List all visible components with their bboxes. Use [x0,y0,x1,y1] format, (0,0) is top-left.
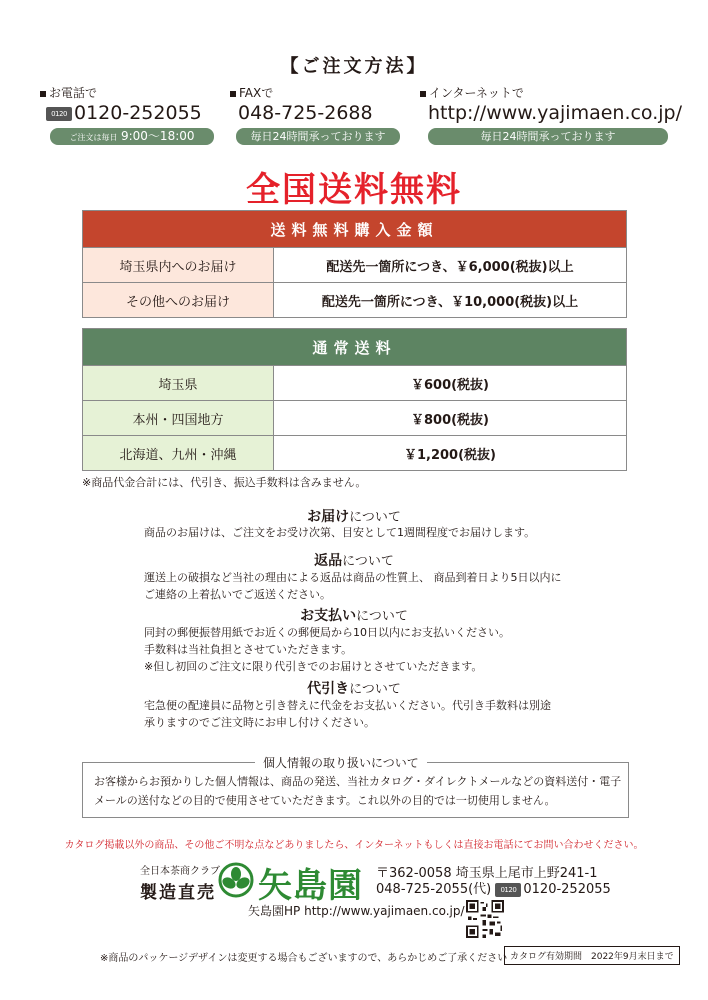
phone-number[interactable]: 0120 0120-252055 [46,102,202,124]
fee-cell: ￥600(税抜) [274,366,627,401]
tea-leaf-logo-icon [218,862,254,898]
free-dial-icon: 0120 [46,107,72,121]
returns-heading: 返品について [314,553,394,569]
payment-text: 同封の郵便振替用紙でお近くの郵便局から10日以内にお支払いください。 手数料は当社負担とさせていただきます。 ※但し初回のご注文に限り代引きでのお届けとさせていただきます。 [144,626,510,673]
delivery-heading: お届けについて [307,509,401,525]
bullet-square-icon [230,91,236,97]
payment-heading: お支払いについて [300,608,408,624]
free-shipping-title: 全国送料無料 [246,170,462,210]
normal-shipping-header: 通常送料 [83,329,627,366]
table-row [83,366,627,401]
phone-hours-badge: ご注文は毎日 9:00〜18:00 [50,128,214,145]
inquiry-note: カタログ掲載以外の商品、その他ご不明な点などありましたら、インターネットもしくは直接お電話にてお問い合わせください。 [64,840,644,851]
catalog-validity-badge: カタログ有効期間 2022年9月末日まで [504,946,680,965]
cod-heading: 代引きについて [307,681,401,697]
table-row [83,401,627,436]
table-header-row [83,329,627,366]
internet-hours-badge: 毎日24時間承っております [428,128,668,145]
fax-hours-badge: 毎日24時間承っております [236,128,400,145]
table-row [83,436,627,471]
order-method-title: 【ご注文方法】 [280,56,428,77]
fee-cell: ￥1,200(税抜) [274,436,627,471]
homepage-line[interactable]: 矢島園HP http://www.yajimaen.co.jp/ [248,904,465,918]
table-row [83,283,627,318]
free-shipping-header: 送料無料購入金額 [83,211,627,248]
condition-cell: 配送先一箇所につき、￥6,000(税抜)以上 [274,248,627,283]
area-cell: 北海道、九州・沖縄 [83,436,274,471]
table-header-row [83,211,627,248]
privacy-title: 個人情報の取り扱いについて [255,754,427,771]
direct-sales-label: 製造直売 [140,883,216,903]
package-design-note: ※商品のパッケージデザインは変更する場合もございますので、あらかじめご了承ください [100,953,508,964]
bullet-square-icon [40,91,46,97]
bullet-square-icon [420,91,426,97]
cod-text: 宅急便の配達員に品物と引き替えに代金をお支払いください。代引き手数料は別途 承りますのでご注文時にお申し付けください。 [144,699,551,729]
phone-label: お電話で [40,84,97,101]
fee-cell: ￥800(税抜) [274,401,627,436]
returns-text: 運送上の破損など当社の理由による返品は商品の性質上、 商品到着日より5日以内に ご連絡の上着払いでご返送ください。 [144,571,562,601]
area-cell: 埼玉県 [83,366,274,401]
free-dial-icon: 0120 [495,883,521,897]
area-cell: 埼玉県内へのお届け [83,248,274,283]
qr-code-icon[interactable] [466,900,504,938]
free-shipping-table [82,210,627,318]
website-url[interactable]: http://www.yajimaen.co.jp/ [428,102,683,124]
privacy-text: お客様からお預かりした個人情報は、商品の発送、当社カタログ・ダイレクトメールなどの資料送付・電子 メールの送付などの目的で使用させていただきます。これ以外の目的では一切使用しません。 [94,775,622,807]
area-cell: その他へのお届け [83,283,274,318]
condition-cell: 配送先一箇所につき、￥10,000(税抜)以上 [274,283,627,318]
fax-number: 048-725-2688 [238,102,373,124]
area-cell: 本州・四国地方 [83,401,274,436]
fax-label: FAXで [230,84,273,101]
table-row [83,248,627,283]
delivery-text: 商品のお届けは、ご注文をお受け次第、目安として1週間程度でお届けします。 [144,526,536,539]
normal-shipping-table [82,328,627,471]
club-label: 全日本茶商クラブ [140,866,220,877]
brand-name: 矢島園 [258,866,363,906]
internet-label: インターネットで [420,84,524,101]
company-address: 〒362-0058 埼玉県上尾市上野241-1 [376,866,598,881]
tax-note: ※商品代金合計には、代引き、振込手数料は含みません。 [82,476,367,489]
company-phone: 048-725-2055(代) 0120 0120-252055 [376,882,611,897]
